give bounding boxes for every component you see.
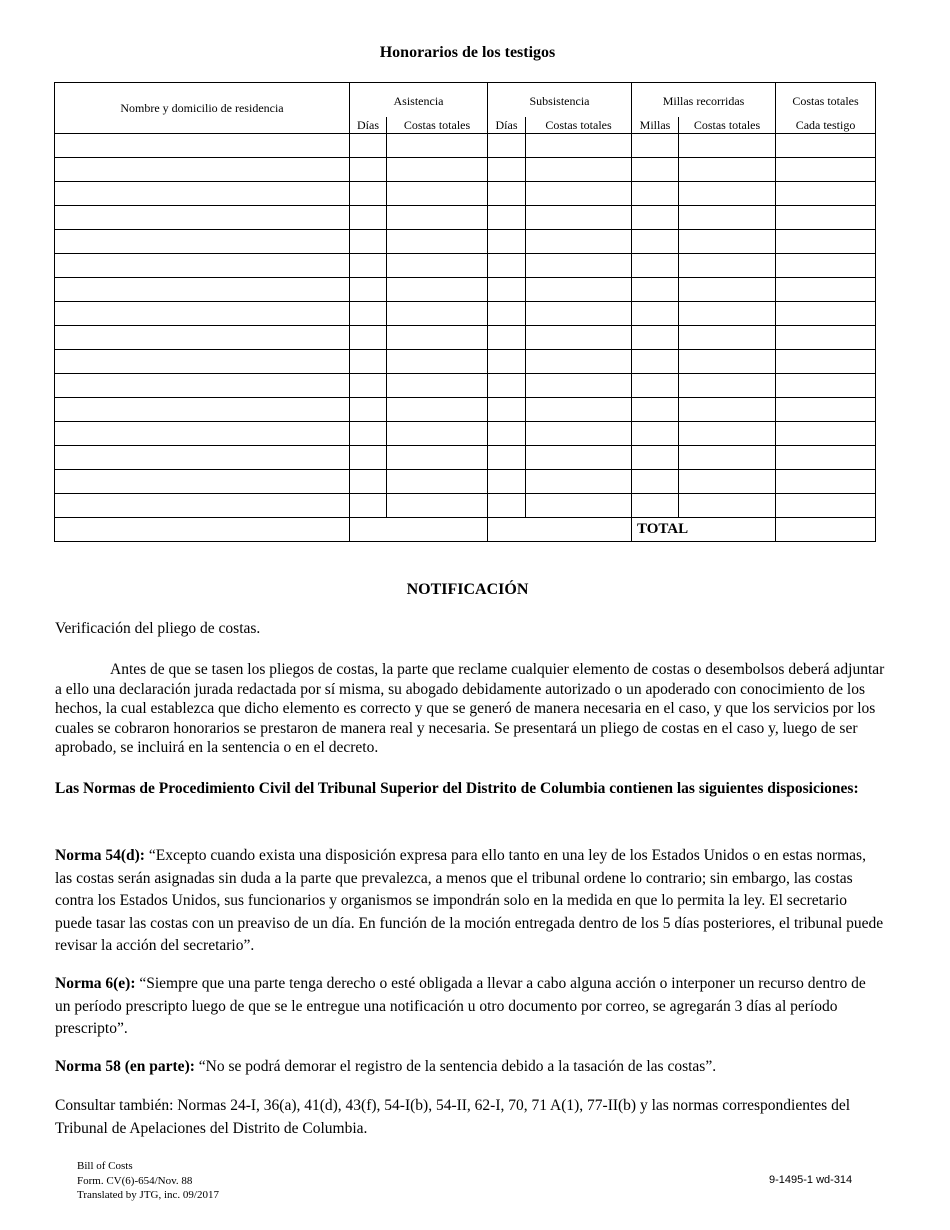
table-row	[55, 446, 876, 470]
costas-field[interactable]	[526, 278, 632, 302]
costas-field[interactable]	[526, 158, 632, 182]
col-header-dias: Días	[488, 117, 526, 134]
col-header-cada-testigo: Cada testigo	[776, 117, 876, 134]
millas-field[interactable]	[632, 302, 679, 326]
costas-field[interactable]	[679, 254, 776, 278]
costas-field[interactable]	[526, 374, 632, 398]
total-amount-field[interactable]	[776, 518, 876, 542]
millas-field[interactable]	[632, 158, 679, 182]
costas-field[interactable]	[679, 206, 776, 230]
rule-58-text: “No se podrá demorar el registro de la sentencia debido a la tasación de las costas”.	[194, 1058, 717, 1075]
rules-heading	[55, 779, 885, 799]
table-row	[55, 134, 876, 158]
costas-field[interactable]	[387, 302, 488, 326]
dias-field[interactable]	[350, 470, 387, 494]
name-address-field[interactable]	[55, 206, 350, 230]
costas-field[interactable]	[387, 422, 488, 446]
millas-field[interactable]	[632, 182, 679, 206]
dias-field[interactable]	[350, 158, 387, 182]
footer-code: 9-1495-1 wd-314	[769, 1174, 853, 1186]
dias-field[interactable]	[350, 134, 387, 158]
table-row	[55, 206, 876, 230]
costas-field[interactable]	[387, 278, 488, 302]
millas-field[interactable]	[632, 326, 679, 350]
costas-field[interactable]	[387, 230, 488, 254]
cada-testigo-field[interactable]	[776, 182, 876, 206]
millas-field[interactable]	[632, 278, 679, 302]
costas-field[interactable]	[679, 374, 776, 398]
cada-testigo-field[interactable]	[776, 350, 876, 374]
dias-field[interactable]	[488, 278, 526, 302]
costas-field[interactable]	[387, 446, 488, 470]
costas-field[interactable]	[679, 278, 776, 302]
costas-field[interactable]	[679, 134, 776, 158]
footer-line: Form. CV(6)-654/Nov. 88	[77, 1174, 193, 1187]
costas-field[interactable]	[387, 470, 488, 494]
millas-field[interactable]	[632, 134, 679, 158]
dias-field[interactable]	[488, 422, 526, 446]
dias-field[interactable]	[350, 326, 387, 350]
dias-field[interactable]	[350, 446, 387, 470]
costas-field[interactable]	[526, 254, 632, 278]
costas-field[interactable]	[679, 182, 776, 206]
see-also: Consultar también: Normas 24-I, 36(a), 41(d), 43(f), 54-I(b), 54-II, 62-I, 70, 71 A(1), 77-II(b) y las normas correspondientes del Tribunal de Apelaciones del Distrito de Columbia.	[55, 1097, 851, 1137]
dias-field[interactable]	[350, 254, 387, 278]
costas-field[interactable]	[387, 494, 488, 518]
dias-field[interactable]	[488, 254, 526, 278]
dias-field[interactable]	[488, 350, 526, 374]
costas-field[interactable]	[526, 470, 632, 494]
costas-field[interactable]	[526, 422, 632, 446]
cada-testigo-field[interactable]	[776, 326, 876, 350]
name-address-field[interactable]	[55, 350, 350, 374]
total-label: TOTAL	[632, 518, 776, 542]
table-row	[55, 182, 876, 206]
dias-field[interactable]	[488, 398, 526, 422]
paragraph-affidavit: Antes de que se tasen los pliegos de costas, la parte que reclame cualquier elemento de costas o desembolsos deberá adjuntar a ello una declaración jurada redactada por sí misma, su abogado debidamente autorizado o un apoderado con conocimiento de los hechos, la cual establezca que dicho elemento es correcto y que se generó de manera necesaria en el caso, y que los servicios por los cuales se cobraron honorarios se prestaron de manera real y necesaria. Se presentará un pliego de costas en el caso y, luego de ser aprobado, se incluirá en la sentencia o en el decreto.	[55, 661, 885, 756]
millas-field[interactable]	[632, 374, 679, 398]
dias-field[interactable]	[350, 302, 387, 326]
name-address-field[interactable]	[55, 494, 350, 518]
costas-field[interactable]	[526, 350, 632, 374]
costas-field[interactable]	[679, 230, 776, 254]
rule-54d-text: “Excepto cuando exista una disposición expresa para ello tanto en una ley de los Estados Unidos o en estas normas, las costas serán asignadas sin duda a la parte que prevalezca, a menos que el tribunal ordene lo contrario; sin embargo, las costas contra los Estados Unidos, sus funcionarios y organismos se impondrán solo en la medida en que lo permita la ley. El secretario puede tasar las costas con un preaviso de un día. En función de la moción entregada dentro de los 5 días posteriores, el tribunal puede revisar la acción del secretario”.	[55, 847, 884, 954]
dias-field[interactable]	[350, 398, 387, 422]
name-address-field[interactable]	[55, 278, 350, 302]
name-address-field[interactable]	[55, 134, 350, 158]
footer-form-info	[77, 1159, 219, 1203]
costas-field[interactable]	[679, 422, 776, 446]
cada-testigo-field[interactable]	[776, 206, 876, 230]
costas-field[interactable]	[526, 206, 632, 230]
name-address-field[interactable]	[55, 398, 350, 422]
costas-field[interactable]	[679, 302, 776, 326]
cada-testigo-field[interactable]	[776, 398, 876, 422]
millas-field[interactable]	[632, 206, 679, 230]
dias-field[interactable]	[350, 206, 387, 230]
costas-field[interactable]	[526, 494, 632, 518]
costas-field[interactable]	[526, 398, 632, 422]
costas-field[interactable]	[526, 182, 632, 206]
millas-field[interactable]	[632, 254, 679, 278]
millas-field[interactable]	[632, 446, 679, 470]
cada-testigo-field[interactable]	[776, 374, 876, 398]
dias-field[interactable]	[488, 206, 526, 230]
millas-field[interactable]	[632, 230, 679, 254]
col-header-name: Nombre y domicilio de residencia	[55, 83, 350, 134]
costas-field[interactable]	[526, 446, 632, 470]
cada-testigo-field[interactable]	[776, 494, 876, 518]
name-address-field[interactable]	[55, 254, 350, 278]
name-address-field[interactable]	[55, 302, 350, 326]
table-row	[55, 302, 876, 326]
costas-field[interactable]	[387, 350, 488, 374]
page-title: Honorarios de los testigos	[379, 44, 556, 61]
dias-field[interactable]	[350, 494, 387, 518]
dias-field[interactable]	[488, 302, 526, 326]
dias-field[interactable]	[488, 182, 526, 206]
costas-field[interactable]	[387, 326, 488, 350]
table-row	[55, 350, 876, 374]
costas-field[interactable]	[387, 374, 488, 398]
dias-field[interactable]	[488, 158, 526, 182]
table-row	[55, 470, 876, 494]
millas-field[interactable]	[632, 350, 679, 374]
cada-testigo-field[interactable]	[776, 254, 876, 278]
footer-line: Translated by JTG, inc. 09/2017	[77, 1189, 219, 1201]
costas-field[interactable]	[679, 494, 776, 518]
costas-field[interactable]	[679, 398, 776, 422]
costas-field[interactable]	[679, 350, 776, 374]
rules-heading-text: Las Normas de Procedimiento Civil del Tribunal Superior del Distrito de Columbia contienen las siguientes disposiciones:	[55, 780, 859, 797]
cada-testigo-field[interactable]	[776, 470, 876, 494]
dias-field[interactable]	[488, 470, 526, 494]
witness-fees-table	[54, 82, 876, 542]
costas-field[interactable]	[387, 134, 488, 158]
rule-6e-text: “Siempre que una parte tenga derecho o esté obligada a llevar a cabo alguna acción o interponer un recurso dentro de un período prescripto luego de que se le entregue una notificación u otro documento por correo, se agregarán 3 días al período prescripto”.	[55, 975, 866, 1037]
costas-field[interactable]	[526, 134, 632, 158]
table-row	[55, 230, 876, 254]
verification-line: Verificación del pliego de costas.	[55, 620, 261, 637]
dias-field[interactable]	[350, 278, 387, 302]
dias-field[interactable]	[488, 230, 526, 254]
cada-testigo-field[interactable]	[776, 446, 876, 470]
col-header-millas: Millas	[632, 117, 679, 134]
dias-field[interactable]	[350, 374, 387, 398]
costas-field[interactable]	[526, 230, 632, 254]
millas-field[interactable]	[632, 398, 679, 422]
table-row	[55, 278, 876, 302]
table-row	[55, 254, 876, 278]
dias-field[interactable]	[350, 350, 387, 374]
millas-field[interactable]	[632, 422, 679, 446]
col-header-dias: Días	[350, 117, 387, 134]
col-header-costas: Costas totales	[387, 117, 488, 134]
costas-field[interactable]	[526, 302, 632, 326]
name-address-field[interactable]	[55, 422, 350, 446]
col-header-costas: Costas totales	[679, 117, 776, 134]
rule-6e	[55, 973, 885, 1041]
footer-line: Bill of Costs	[77, 1160, 133, 1172]
total-cell-blank[interactable]	[55, 518, 350, 542]
name-address-field[interactable]	[55, 158, 350, 182]
dias-field[interactable]	[488, 494, 526, 518]
rule-58-label: Norma 58 (en parte):	[55, 1058, 195, 1075]
cada-testigo-field[interactable]	[776, 158, 876, 182]
name-address-field[interactable]	[55, 446, 350, 470]
table-row	[55, 374, 876, 398]
cada-testigo-field[interactable]	[776, 278, 876, 302]
dias-field[interactable]	[488, 134, 526, 158]
millas-field[interactable]	[632, 494, 679, 518]
table-row	[55, 326, 876, 350]
costas-field[interactable]	[679, 326, 776, 350]
notification-heading: NOTIFICACIÓN	[406, 581, 529, 598]
name-address-field[interactable]	[55, 374, 350, 398]
costas-field[interactable]	[679, 470, 776, 494]
costas-field[interactable]	[679, 158, 776, 182]
costas-field[interactable]	[387, 398, 488, 422]
dias-field[interactable]	[488, 326, 526, 350]
rule-6e-label: Norma 6(e):	[55, 975, 136, 992]
table-row	[55, 158, 876, 182]
col-group-millas: Millas recorridas	[632, 83, 776, 118]
cada-testigo-field[interactable]	[776, 422, 876, 446]
costas-field[interactable]	[387, 254, 488, 278]
costas-field[interactable]	[526, 326, 632, 350]
costas-field[interactable]	[387, 182, 488, 206]
dias-field[interactable]	[350, 230, 387, 254]
total-row	[55, 518, 876, 542]
table-row	[55, 422, 876, 446]
table-row	[55, 398, 876, 422]
total-cell-blank[interactable]	[488, 518, 632, 542]
dias-field[interactable]	[488, 374, 526, 398]
cada-testigo-field[interactable]	[776, 134, 876, 158]
costas-field[interactable]	[387, 158, 488, 182]
cada-testigo-field[interactable]	[776, 302, 876, 326]
name-address-field[interactable]	[55, 470, 350, 494]
rule-54d-label: Norma 54(d):	[55, 847, 145, 864]
col-group-subsistencia: Subsistencia	[488, 83, 632, 118]
cada-testigo-field[interactable]	[776, 230, 876, 254]
millas-field[interactable]	[632, 470, 679, 494]
total-cell-blank[interactable]	[350, 518, 488, 542]
dias-field[interactable]	[350, 182, 387, 206]
costas-field[interactable]	[387, 206, 488, 230]
col-group-asistencia: Asistencia	[350, 83, 488, 118]
col-header-costas: Costas totales	[526, 117, 632, 134]
rule-54d	[55, 845, 885, 958]
col-group-costas-totales: Costas totales	[776, 83, 876, 118]
name-address-field[interactable]	[55, 230, 350, 254]
dias-field[interactable]	[488, 446, 526, 470]
rule-58	[55, 1056, 885, 1079]
dias-field[interactable]	[350, 422, 387, 446]
costas-field[interactable]	[679, 446, 776, 470]
name-address-field[interactable]	[55, 182, 350, 206]
table-row	[55, 494, 876, 518]
name-address-field[interactable]	[55, 326, 350, 350]
